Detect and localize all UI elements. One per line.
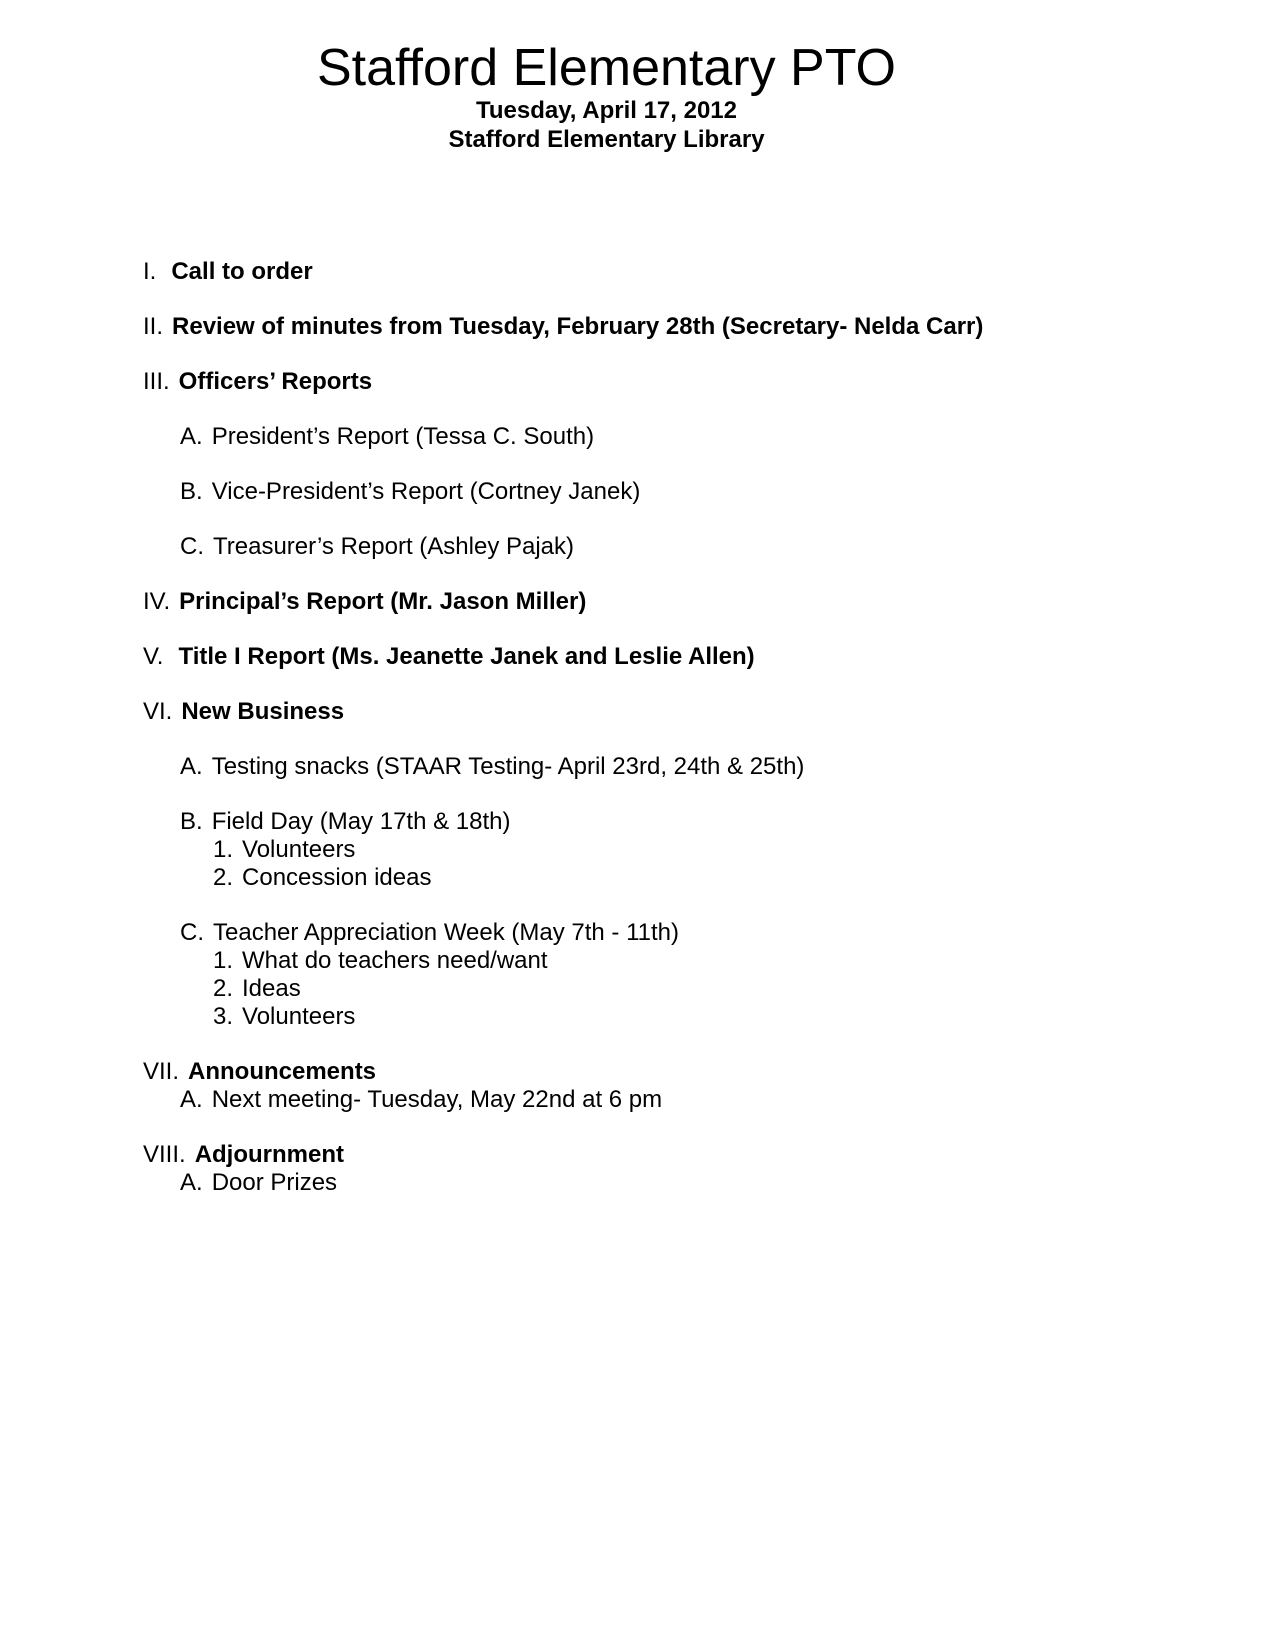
agenda-subitem-teacher-appreciation-week	[143, 919, 1070, 1031]
agenda-outline	[143, 258, 1070, 1197]
item-text: Concession ideas	[242, 864, 432, 891]
item-letter: B.	[180, 478, 203, 505]
agenda-line	[180, 478, 1070, 506]
item-text: Treasurer’s Report (Ashley Pajak)	[213, 533, 575, 560]
item-text: New Business	[181, 698, 345, 725]
item-text: Volunteers	[242, 1003, 356, 1030]
agenda-item-review-minutes	[143, 313, 1070, 341]
item-text: Call to order	[171, 258, 313, 285]
agenda-subitem-vice-presidents-report	[143, 478, 1070, 506]
item-text: Principal’s Report (Mr. Jason Miller)	[179, 588, 587, 615]
document-title: Stafford Elementary PTO	[316, 39, 896, 97]
item-text: Adjournment	[194, 1141, 345, 1168]
agenda-line	[143, 643, 1070, 671]
item-text: Teacher Appreciation Week (May 7th - 11th)	[213, 919, 680, 946]
agenda-line	[213, 836, 1070, 864]
item-letter: A.	[180, 753, 203, 780]
item-text: Title I Report (Ms. Jeanette Janek and Leslie Allen)	[178, 643, 755, 670]
agenda-item-new-business	[143, 698, 1070, 726]
agenda-subitem-treasurers-report	[143, 533, 1070, 561]
agenda-line	[143, 258, 1070, 286]
item-number: 1.	[213, 836, 234, 863]
item-numeral: I.	[143, 258, 157, 285]
item-number: 3.	[213, 1003, 234, 1030]
agenda-line	[180, 533, 1070, 561]
item-number: 1.	[213, 947, 234, 974]
agenda-line	[213, 947, 1070, 975]
agenda-subitem-presidents-report	[143, 423, 1070, 451]
item-text: Ideas	[242, 975, 301, 1002]
item-text: Testing snacks (STAAR Testing- April 23rd, 24th & 25th)	[211, 753, 805, 780]
item-text: Vice-President’s Report (Cortney Janek)	[211, 478, 641, 505]
agenda-line	[143, 698, 1070, 726]
document-content	[143, 40, 1070, 1197]
agenda-line	[180, 753, 1070, 781]
agenda-line	[213, 1003, 1070, 1031]
item-numeral: V.	[143, 643, 164, 670]
agenda-line	[180, 808, 1070, 836]
item-letter: C.	[180, 533, 204, 560]
agenda-item-principals-report	[143, 588, 1070, 616]
agenda-line	[180, 423, 1070, 451]
item-numeral: IV.	[143, 588, 171, 615]
agenda-item-call-to-order	[143, 258, 1070, 286]
agenda-line	[143, 1058, 1070, 1086]
agenda-item-adjournment	[143, 1141, 1070, 1197]
item-text: Next meeting- Tuesday, May 22nd at 6 pm	[211, 1086, 663, 1113]
item-letter: A.	[180, 1086, 203, 1113]
item-text: What do teachers need/want	[242, 947, 548, 974]
item-letter: B.	[180, 808, 203, 835]
agenda-line	[180, 1086, 1070, 1114]
item-text: Door Prizes	[211, 1169, 338, 1196]
item-letter: A.	[180, 1169, 203, 1196]
agenda-item-announcements	[143, 1058, 1070, 1114]
item-letter: C.	[180, 919, 204, 946]
agenda-item-title-i-report	[143, 643, 1070, 671]
item-number: 2.	[213, 864, 234, 891]
meeting-date: Tuesday, April 17, 2012	[475, 97, 737, 124]
item-text: Officers’ Reports	[178, 368, 373, 395]
meeting-location: Stafford Elementary Library	[448, 126, 765, 153]
item-number: 2.	[213, 975, 234, 1002]
agenda-line	[143, 588, 1070, 616]
document-header	[143, 40, 1070, 154]
agenda-line	[180, 1169, 1070, 1197]
agenda-line	[180, 919, 1070, 947]
item-text: President’s Report (Tessa C. South)	[211, 423, 595, 450]
item-letter: A.	[180, 423, 203, 450]
agenda-item-officers-reports	[143, 368, 1070, 396]
item-numeral: II.	[143, 313, 164, 340]
item-numeral: VI.	[143, 698, 173, 725]
item-text: Review of minutes from Tuesday, February 28th (Secretary- Nelda Carr)	[172, 313, 984, 340]
item-numeral: VII.	[143, 1058, 180, 1085]
agenda-subitem-field-day	[143, 808, 1070, 892]
agenda-line	[213, 975, 1070, 1003]
agenda-line	[213, 864, 1070, 892]
item-numeral: III.	[143, 368, 170, 395]
agenda-line	[143, 1141, 1070, 1169]
item-text: Announcements	[188, 1058, 377, 1085]
item-text: Field Day (May 17th & 18th)	[211, 808, 511, 835]
agenda-line	[143, 368, 1070, 396]
item-text: Volunteers	[242, 836, 356, 863]
agenda-line	[143, 313, 1070, 341]
item-numeral: VIII.	[143, 1141, 186, 1168]
agenda-subitem-testing-snacks	[143, 753, 1070, 781]
